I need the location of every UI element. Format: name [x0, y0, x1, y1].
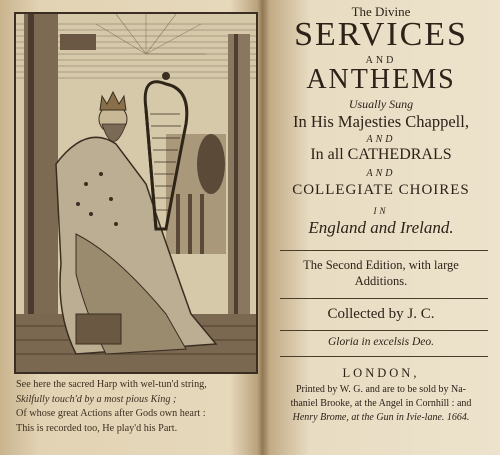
title-in: IN — [373, 206, 389, 216]
divider-rule-2 — [280, 298, 488, 299]
imprint-line-1: Printed by W. G. and are to be sold by Na- — [296, 384, 466, 395]
frontispiece-caption — [16, 378, 260, 436]
imprint-line-3: Henry Brome, at the Gun in Ivie-lane. 1664. — [292, 412, 470, 423]
caption-line-1: See here the sacred Harp with wel-tun'd string, — [16, 379, 207, 390]
caption-line-3: Of whose great Actions after Gods own heart : — [16, 408, 206, 419]
title-usually-sung: Usually Sung — [348, 97, 414, 111]
imprint-line-2: thaniel Brooke, at the Angel in Cornhill : and — [290, 398, 472, 409]
title-and-2: AND — [366, 134, 396, 145]
collected-by: Collected by J. C. — [327, 306, 435, 322]
title-page — [262, 0, 500, 455]
edition-line-1: The Second Edition, with large — [303, 258, 459, 272]
edition-line-2: Additions. — [354, 274, 408, 288]
title-anthems: ANTHEMS — [306, 64, 456, 95]
king-david-harp-engraving — [14, 12, 258, 374]
title-collegiate-choires: COLLEGIATE CHOIRES — [292, 182, 470, 198]
gloria-motto: Gloria in excelsis Deo. — [327, 336, 435, 348]
divider-rule-3 — [280, 330, 488, 331]
title-cathedrals: In all CATHEDRALS — [310, 146, 452, 163]
title-line-the-divine: The Divine — [351, 4, 411, 19]
title-and-1: AND — [365, 55, 397, 66]
title-majesties-chappell: In His Majesties Chappell, — [293, 112, 469, 131]
imprint-london: LONDON, — [342, 366, 420, 380]
title-services: SERVICES — [294, 16, 468, 53]
title-england-ireland: England and Ireland. — [308, 218, 454, 237]
title-and-3: AND — [366, 168, 396, 179]
divider-rule-1 — [280, 250, 488, 251]
caption-line-4: This is recorded too, He play'd his Part. — [16, 422, 178, 434]
caption-line-2: Skilfully touch'd by a most pious King ; — [16, 393, 177, 405]
divider-rule-4 — [280, 356, 488, 357]
